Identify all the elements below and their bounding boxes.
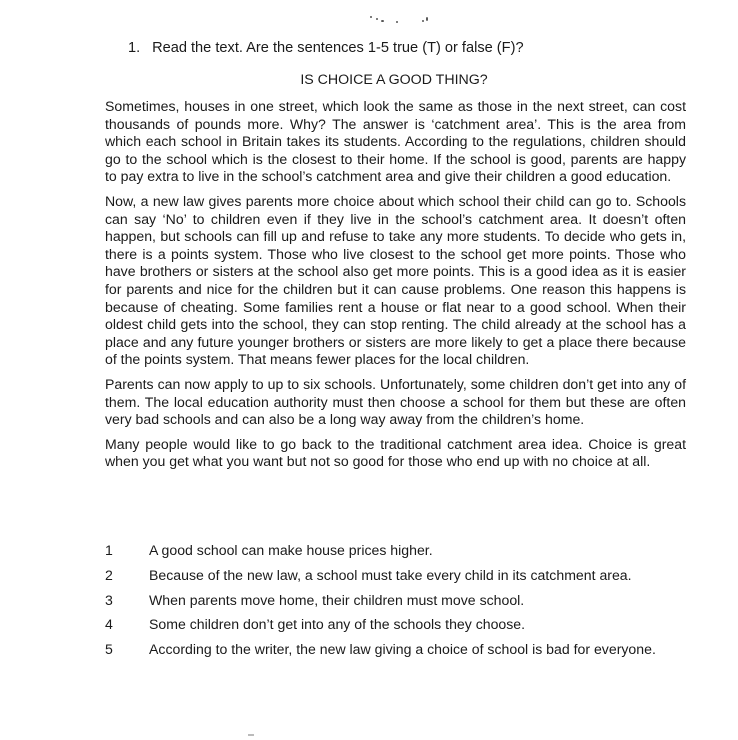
statement-number: 3: [105, 591, 113, 608]
statement-text: A good school can make house prices higher.: [149, 542, 433, 558]
scan-specks: [368, 12, 438, 26]
statement-list: [105, 540, 705, 664]
statement-number: 1: [105, 542, 113, 558]
statement-text: Some children don’t get into any of the schools they choose.: [149, 616, 526, 633]
statement-text: According to the writer, the new law giving a choice of school is bad for everyone.: [149, 641, 656, 658]
scan-mark: [248, 734, 254, 736]
task-number: 1.: [128, 40, 141, 56]
article-body: [105, 98, 686, 478]
paragraph: Many people would like to go back to the traditional catchment area idea. Choice is great when you get what you want but not so good for those who end up with no choice at all.: [105, 435, 686, 470]
statement-text: Because of the new law, a school must take every child in its catchment area.: [149, 566, 632, 583]
task-instruction: Read the text. Are the sentences 1-5 true (T) or false (F)?: [152, 40, 524, 56]
statement-number: 5: [105, 641, 113, 658]
statement-text: When parents move home, their children must move school.: [149, 591, 525, 608]
statement-item: [105, 590, 705, 615]
statement-item: [105, 614, 705, 639]
article-title-row: [0, 72, 738, 88]
paragraph: Sometimes, houses in one street, which look the same as those in the next street, can cost thousands of pounds more. Why? The answer is ‘catchment area’. This is the area from which each school in Britain takes its students. According to the regulations, children should go to the school which is the closest to their home. If the school is good, parents are happy to pay extra to live in the school’s catchment area and give their children a good education.: [105, 98, 686, 185]
statement-number: 2: [105, 566, 113, 583]
statement-item: [105, 639, 705, 664]
article-title: IS CHOICE A GOOD THING?: [300, 72, 488, 88]
task-heading: [128, 40, 524, 56]
statement-item: [105, 540, 705, 565]
paragraph: Parents can now apply to up to six schools. Unfortunately, some children don’t get into any of them. The local education authority must then choose a school for them but these are often very bad schools and can also be a long way away from the children’s home.: [105, 375, 686, 428]
statement-number: 4: [105, 616, 113, 633]
paragraph: Now, a new law gives parents more choice about which school their child can go to. Schools can say ‘No’ to children even if they live in the school’s catchment area. It doesn’t often happen, but schools can fill up and refuse to take any more students. To decide who gets in, there is a points system. Those who live closest to the school get more points. Those who have brothers or sisters at the school also get more points. This is a good idea as it is easier for parents and nice for the children but it can cause problems. One reason this happens is because of cheating. Some families rent a house or flat near to a good school. When their oldest child gets into the school, they can stop renting. The child already at the school has a place and any future younger brothers or sisters are more likely to get a place there because of the points system. That means fewer places for the local children.: [105, 192, 686, 368]
statement-item: [105, 565, 705, 590]
